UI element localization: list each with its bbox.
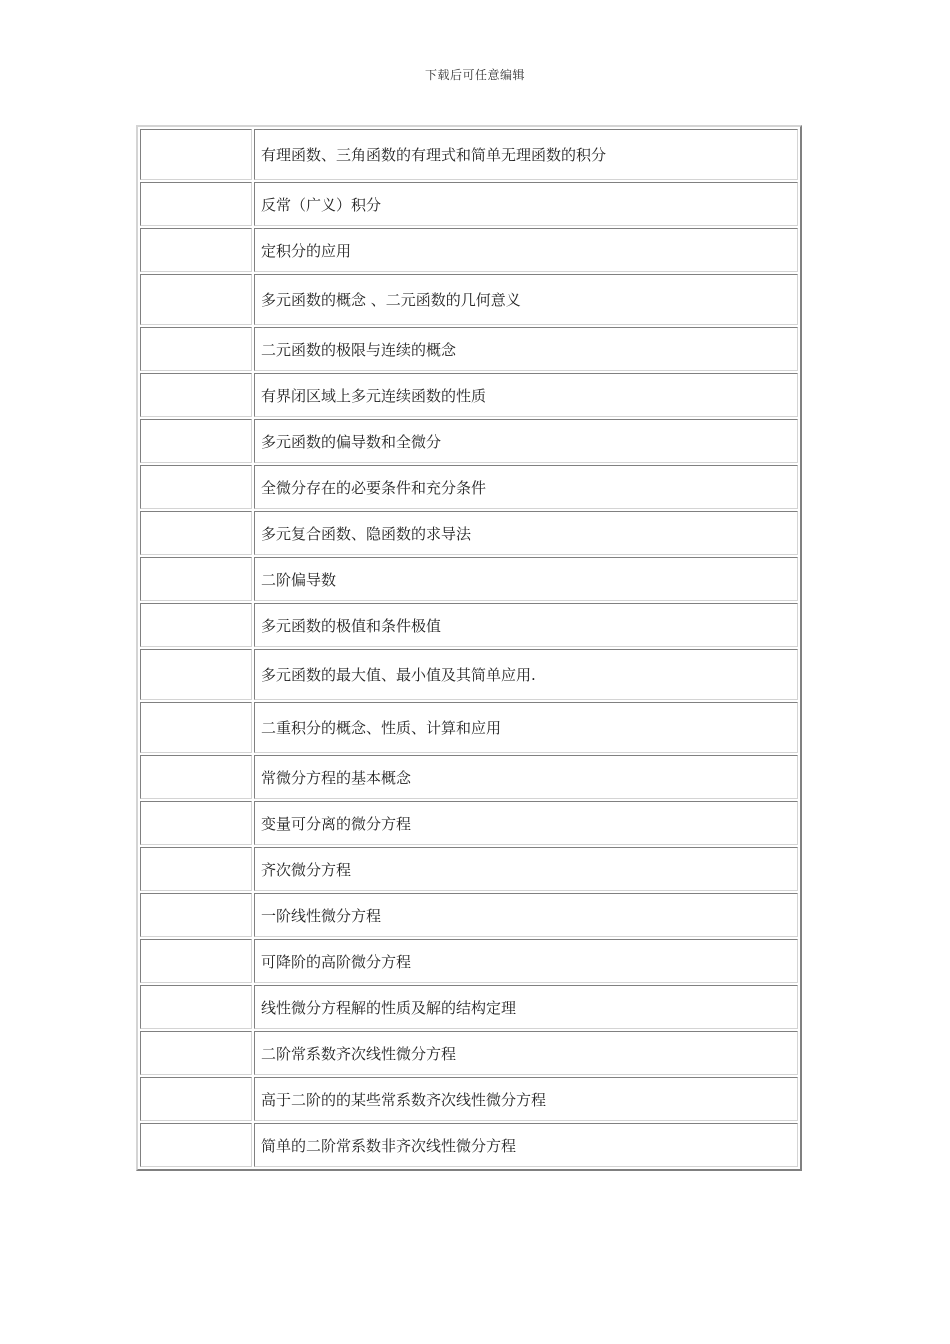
table-row — [140, 274, 798, 325]
topic-cell: 变量可分离的微分方程 — [254, 801, 798, 845]
blank-cell — [140, 419, 252, 463]
blank-cell — [140, 129, 252, 180]
blank-cell — [140, 939, 252, 983]
blank-cell — [140, 847, 252, 891]
table-row — [140, 419, 798, 463]
table-row — [140, 557, 798, 601]
topic-cell: 二重积分的概念、性质、计算和应用 — [254, 702, 798, 753]
blank-cell — [140, 893, 252, 937]
blank-cell — [140, 702, 252, 753]
table-row — [140, 182, 798, 226]
table-row — [140, 228, 798, 272]
blank-cell — [140, 603, 252, 647]
blank-cell — [140, 274, 252, 325]
blank-cell — [140, 511, 252, 555]
topic-cell: 常微分方程的基本概念 — [254, 755, 798, 799]
table-row — [140, 511, 798, 555]
topic-cell: 多元函数的极值和条件极值 — [254, 603, 798, 647]
blank-cell — [140, 801, 252, 845]
topic-cell: 二阶常系数齐次线性微分方程 — [254, 1031, 798, 1075]
topic-cell: 一阶线性微分方程 — [254, 893, 798, 937]
blank-cell — [140, 465, 252, 509]
blank-cell — [140, 228, 252, 272]
blank-cell — [140, 755, 252, 799]
table-row — [140, 649, 798, 700]
topic-cell: 齐次微分方程 — [254, 847, 798, 891]
blank-cell — [140, 1077, 252, 1121]
topic-table — [136, 125, 802, 1171]
blank-cell — [140, 1123, 252, 1167]
topic-cell: 定积分的应用 — [254, 228, 798, 272]
topic-cell: 多元函数的概念 、二元函数的几何意义 — [254, 274, 798, 325]
topic-cell: 多元复合函数、隐函数的求导法 — [254, 511, 798, 555]
blank-cell — [140, 557, 252, 601]
table-row — [140, 801, 798, 845]
table-row — [140, 702, 798, 753]
topic-table-body — [140, 129, 798, 1167]
blank-cell — [140, 649, 252, 700]
table-row — [140, 373, 798, 417]
topic-cell: 全微分存在的必要条件和充分条件 — [254, 465, 798, 509]
blank-cell — [140, 182, 252, 226]
table-row — [140, 327, 798, 371]
table-row — [140, 465, 798, 509]
blank-cell — [140, 985, 252, 1029]
table-row — [140, 1077, 798, 1121]
table-row — [140, 985, 798, 1029]
topic-cell: 高于二阶的的某些常系数齐次线性微分方程 — [254, 1077, 798, 1121]
blank-cell — [140, 1031, 252, 1075]
topic-cell: 有界闭区域上多元连续函数的性质 — [254, 373, 798, 417]
topic-cell: 多元函数的偏导数和全微分 — [254, 419, 798, 463]
topic-cell: 有理函数、三角函数的有理式和简单无理函数的积分 — [254, 129, 798, 180]
table-row — [140, 603, 798, 647]
page-header: 下载后可任意编辑 — [424, 68, 525, 82]
topic-cell: 反常（广义）积分 — [254, 182, 798, 226]
topic-cell: 线性微分方程解的性质及解的结构定理 — [254, 985, 798, 1029]
topic-cell: 简单的二阶常系数非齐次线性微分方程 — [254, 1123, 798, 1167]
table-row — [140, 939, 798, 983]
table-row — [140, 129, 798, 180]
table-row — [140, 1123, 798, 1167]
table-row — [140, 893, 798, 937]
topic-cell: 可降阶的高阶微分方程 — [254, 939, 798, 983]
topic-cell: 多元函数的最大值、最小值及其简单应用. — [254, 649, 798, 700]
table-row — [140, 1031, 798, 1075]
topic-cell: 二阶偏导数 — [254, 557, 798, 601]
table-row — [140, 755, 798, 799]
table-row — [140, 847, 798, 891]
blank-cell — [140, 327, 252, 371]
blank-cell — [140, 373, 252, 417]
topic-cell: 二元函数的极限与连续的概念 — [254, 327, 798, 371]
